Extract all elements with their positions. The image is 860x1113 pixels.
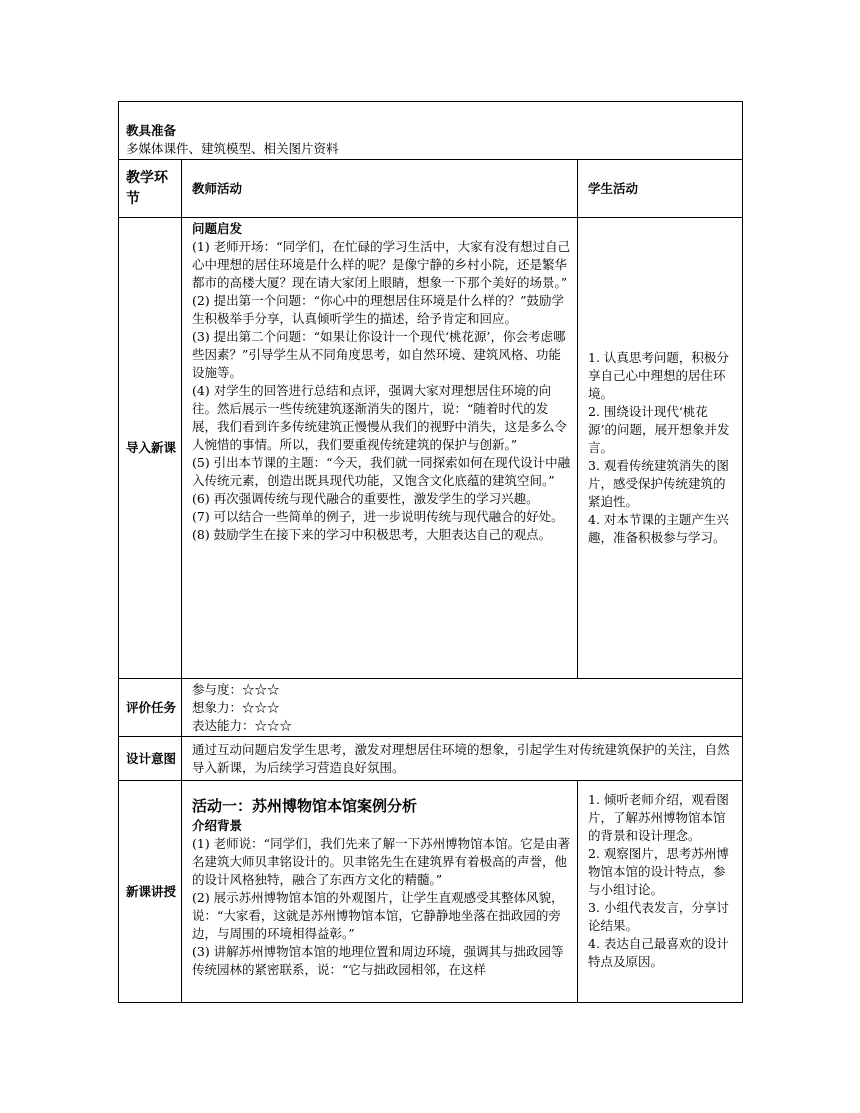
- design-stage: 设计意图: [119, 737, 182, 781]
- evaluation-stage: 评价任务: [119, 679, 182, 737]
- intro-student-item: 4. 对本节课的主题产生兴趣，准备积极参与学习。: [588, 512, 729, 545]
- prep-row: [119, 102, 743, 160]
- intro-subtitle: 问题启发: [192, 221, 243, 236]
- newlesson-subtitle: 介绍背景: [192, 818, 243, 833]
- header-student: 学生活动: [578, 160, 743, 218]
- intro-student-item: 3. 观看传统建筑消失的图片，感受保护传统建筑的紧迫性。: [588, 458, 729, 509]
- intro-teacher-item: (2) 提出第一个问题：“你心中的理想居住环境是什么样的？”鼓励学生积极举手分享，认真倾听学生的描述，给予肯定和回应。: [192, 293, 564, 326]
- intro-student-item: 1. 认真思考问题，积极分享自己心中理想的居住环境。: [588, 350, 729, 401]
- header-teacher: 教师活动: [182, 160, 578, 218]
- lesson-plan-table: [118, 101, 743, 1003]
- intro-teacher-item: (7) 可以结合一些简单的例子，进一步说明传统与现代融合的好处。: [192, 509, 564, 524]
- intro-student-cell: [578, 218, 743, 679]
- intro-teacher-item: (3) 提出第二个问题：“如果让你设计一个现代‘桃花源’，你会考虑哪些因素？”引导学生从不同角度思考，如自然环境、建筑风格、功能设施等。: [192, 329, 566, 380]
- newlesson-row: [119, 781, 743, 1003]
- intro-teacher-cell: [182, 218, 578, 679]
- design-content: 通过互动问题启发学生思考，激发对理想居住环境的想象，引起学生对传统建筑保护的关注，自然导入新课，为后续学习营造良好氛围。: [182, 737, 743, 781]
- newlesson-teacher-cell: [182, 781, 578, 1003]
- newlesson-student-item: 2. 观察图片，思考苏州博物馆本馆的设计特点，参与小组讨论。: [588, 846, 729, 897]
- intro-stage: 导入新课: [119, 218, 182, 679]
- newlesson-student-cell: [578, 781, 743, 1003]
- newlesson-teacher-item: (1) 老师说：“同学们，我们先来了解一下苏州博物馆本馆。它是由著名建筑大师贝聿铭设计的。贝聿铭先生在建筑界有着极高的声誉，他的设计风格独特，融合了东西方文化的精髓。”: [192, 836, 571, 887]
- newlesson-student-item: 1. 倾听老师介绍，观看图片，了解苏州博物馆本馆的背景和设计理念。: [588, 792, 729, 843]
- evaluation-cell: [182, 679, 743, 737]
- design-row: [119, 737, 743, 781]
- prep-title: 教具准备: [126, 122, 177, 138]
- intro-teacher-item: (5) 引出本节课的主题：“今天，我们就一同探索如何在现代设计中融入传统元素，创造出既具现代功能，又饱含文化底蕴的建筑空间。”: [192, 455, 571, 488]
- intro-teacher-item: (4) 对学生的回答进行总结和点评，强调大家对理想居住环境的向往。然后展示一些传统建筑逐渐消失的图片，说：“随着时代的发展，我们看到许多传统建筑正慢慢从我们的视野中消失，这是多么令人惋惜的事情。所以，我们要重视传统建筑的保护与创新。”: [192, 383, 568, 452]
- evaluation-row: [119, 679, 743, 737]
- evaluation-item: 表达能力：☆☆☆: [192, 718, 293, 733]
- activity-title: 活动一：苏州博物馆本馆案例分析: [192, 797, 418, 815]
- newlesson-stage: 新课讲授: [119, 781, 182, 1003]
- intro-teacher-item: (1) 老师开场：“同学们，在忙碌的学习生活中，大家有没有想过自己心中理想的居住环境是什么样的呢？是像宁静的乡村小院，还是繁华都市的高楼大厦？现在请大家闭上眼睛，想象一下那个美好的场景。”: [192, 239, 571, 290]
- newlesson-teacher-item: (2) 展示苏州博物馆本馆的外观图片，让学生直观感受其整体风貌，说：“大家看，这就是苏州博物馆本馆，它静静地坐落在拙政园的旁边，与周围的环境相得益彰。”: [192, 890, 564, 941]
- evaluation-item: 参与度：☆☆☆: [192, 682, 280, 697]
- intro-student-item: 2. 围绕设计现代‘桃花源’的问题，展开想象并发言。: [588, 404, 730, 455]
- header-stage: 教学环节: [119, 160, 182, 218]
- newlesson-student-item: 4. 表达自己最喜欢的设计特点及原因。: [588, 936, 729, 969]
- intro-row: [119, 218, 743, 679]
- intro-teacher-item: (8) 鼓励学生在接下来的学习中积极思考，大胆表达自己的观点。: [192, 527, 552, 542]
- newlesson-teacher-item: (3) 讲解苏州博物馆本馆的地理位置和周边环境，强调其与拙政园等传统园林的紧密联系，说：“它与拙政园相邻，在这样: [192, 944, 564, 977]
- header-row: [119, 160, 743, 218]
- intro-teacher-item: (6) 再次强调传统与现代融合的重要性，激发学生的学习兴趣。: [192, 491, 539, 506]
- evaluation-item: 想象力：☆☆☆: [192, 700, 280, 715]
- newlesson-student-item: 3. 小组代表发言，分享讨论结果。: [588, 900, 729, 933]
- prep-content: 多媒体课件、建筑模型、相关图片资料: [126, 140, 339, 156]
